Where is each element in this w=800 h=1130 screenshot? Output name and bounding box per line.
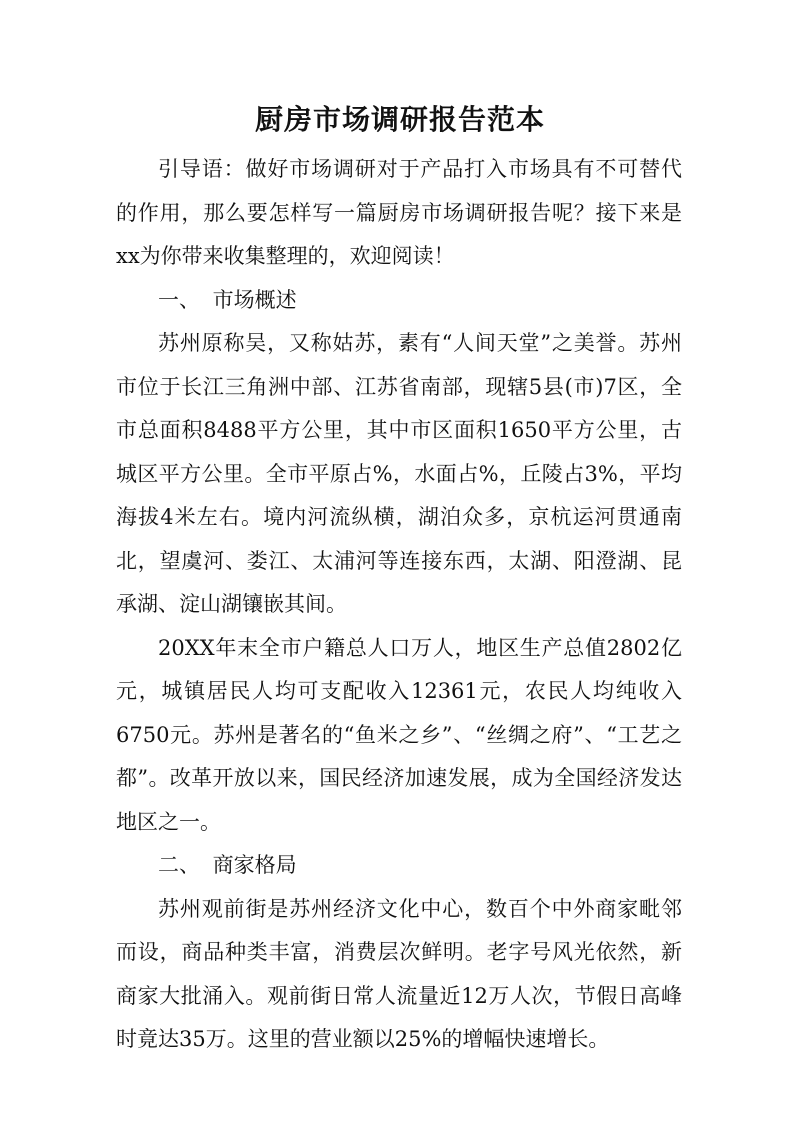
section-title: 商家格局: [212, 853, 297, 877]
section-heading-merchant-layout: [116, 844, 682, 888]
section-number: 二、: [158, 853, 200, 877]
section-number: 一、: [158, 287, 200, 312]
document-title: 厨房市场调研报告范本: [254, 103, 545, 136]
intro-paragraph: 引导语：做好市场调研对于产品打入市场具有不可替代的作用，那么要怎样写一篇厨房市场调研报告呢？接下来是xx为你带来收集整理的，欢迎阅读！: [116, 157, 682, 268]
paragraph-suzhou-economy: 20XX年末全市户籍总人口万人，地区生产总值2802亿元，城镇居民人均可支配收入12361元，农民人均纯收入6750元。苏州是著名的“鱼米之乡”、“丝绸之府”、“工艺之都”。改革开放以来，国民经济加速发展，成为全国经济发达地区之一。: [116, 635, 682, 834]
document-body: [116, 148, 682, 1062]
paragraph-suzhou-geography: 苏州原称吴，又称姑苏，素有“人间天堂”之美誉。苏州市位于长江三角洲中部、江苏省南部，现辖5县(市)7区，全市总面积8488平方公里，其中市区面积1650平方公里，古城区平方公里。全市平原占%，水面占%，丘陵占3%，平均海拔4米左右。境内河流纵横，湖泊众多，京杭运河贯通南北，望虞河、娄江、太浦河等连接东西，太湖、阳澄湖、昆承湖、淀山湖镶嵌其间。: [116, 331, 682, 616]
section-heading-market-overview: [116, 279, 682, 323]
section-title: 市场概述: [212, 287, 297, 312]
paragraph-guanqian-street: 苏州观前街是苏州经济文化中心，数百个中外商家毗邻而设，商品种类丰富，消费层次鲜明。老字号风光依然，新商家大批涌入。观前街日常人流量近12万人次，节假日高峰时竟达35万。这里的营业额以25%的增幅快速增长。: [116, 896, 682, 1051]
